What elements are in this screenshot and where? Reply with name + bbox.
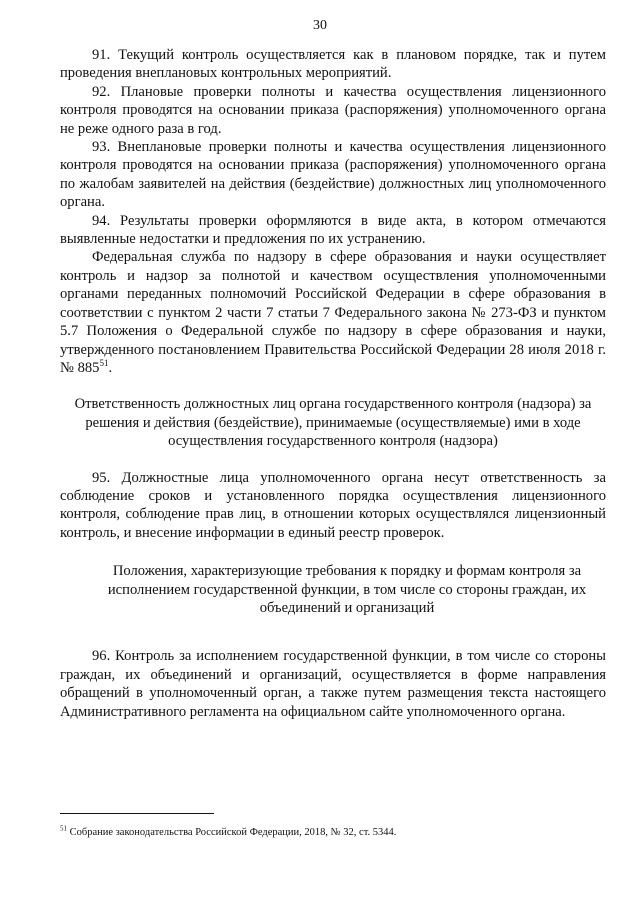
paragraph-96: 96. Контроль за исполнением государственной функции, в том числе со стороны граждан, их объединений и организаций, осуществляется в форме направления обращений в уполномоченный орган, а также путем размещения текста настоящего Административного регламента на официальном сайте уполномоченного органа.: [60, 648, 606, 720]
page-body: [60, 46, 606, 721]
footnote-reference: 51: [99, 358, 109, 369]
footnote-text: Собрание законодательства Российской Федерации, 2018, № 32, ст. 5344.: [67, 827, 397, 838]
heading-control-requirements: Положения, характеризующие требования к порядку и формам контроля за исполнением государственной функции, в том числе со стороны граждан, их объединений и организаций: [107, 563, 587, 616]
federal-service-period: .: [108, 359, 113, 376]
footnote-separator: [60, 813, 214, 814]
paragraph-92: 92. Плановые проверки полноты и качества осуществления лицензионного контроля проводятся на основании приказа (распоряжения) уполномоченного органа не реже одного раза в год.: [60, 83, 606, 137]
footnote-marker: 51: [60, 824, 67, 833]
heading-responsibility: Ответственность должностных лиц органа государственного контроля (надзора) за решения и действия (бездействие), принимаемые (осуществляемые) ими в ходе осуществления государственного контроля (надзора): [74, 396, 592, 450]
footnote: [60, 826, 606, 839]
page-number: 30: [313, 18, 327, 33]
federal-service-text: Федеральная служба по надзору в сфере образования и науки осуществляет контроль и надзор за полнотой и качеством осуществления уполномоченными органами переданных полномочий Российской Федерации в сфере образования в соответствии с пунктом 2 части 7 статьи 7 Федерального закона № 273-ФЗ и пунктом 5.7 Положения о Федеральной службе по надзору в сфере образования и науки, утвержденного постановлением Правительства Российской Федерации 28 июля 2018 г. № 885: [60, 249, 606, 376]
paragraph-95: 95. Должностные лица уполномоченного органа несут ответственность за соблюдение сроков и установленного порядка осуществления лицензионного контроля, соблюдение прав лиц, в отношении которых осуществлялся лицензионный контроль, и внесение информации в единый реестр проверок.: [60, 469, 606, 541]
paragraph-93: 93. Внеплановые проверки полноты и качества осуществления лицензионного контроля проводятся на основании приказа (распоряжения) уполномоченного органа по жалобам заявителей на действия (бездействие) должностных лиц уполномоченного органа.: [60, 139, 606, 211]
paragraph-94: 94. Результаты проверки оформляются в виде акта, в котором отмечаются выявленные недостатки и предложения по их устранению.: [60, 212, 606, 248]
paragraph-federal-service: [60, 248, 606, 377]
paragraph-91: 91. Текущий контроль осуществляется как в плановом порядке, так и путем проведения внеплановых контрольных мероприятий.: [60, 47, 606, 82]
